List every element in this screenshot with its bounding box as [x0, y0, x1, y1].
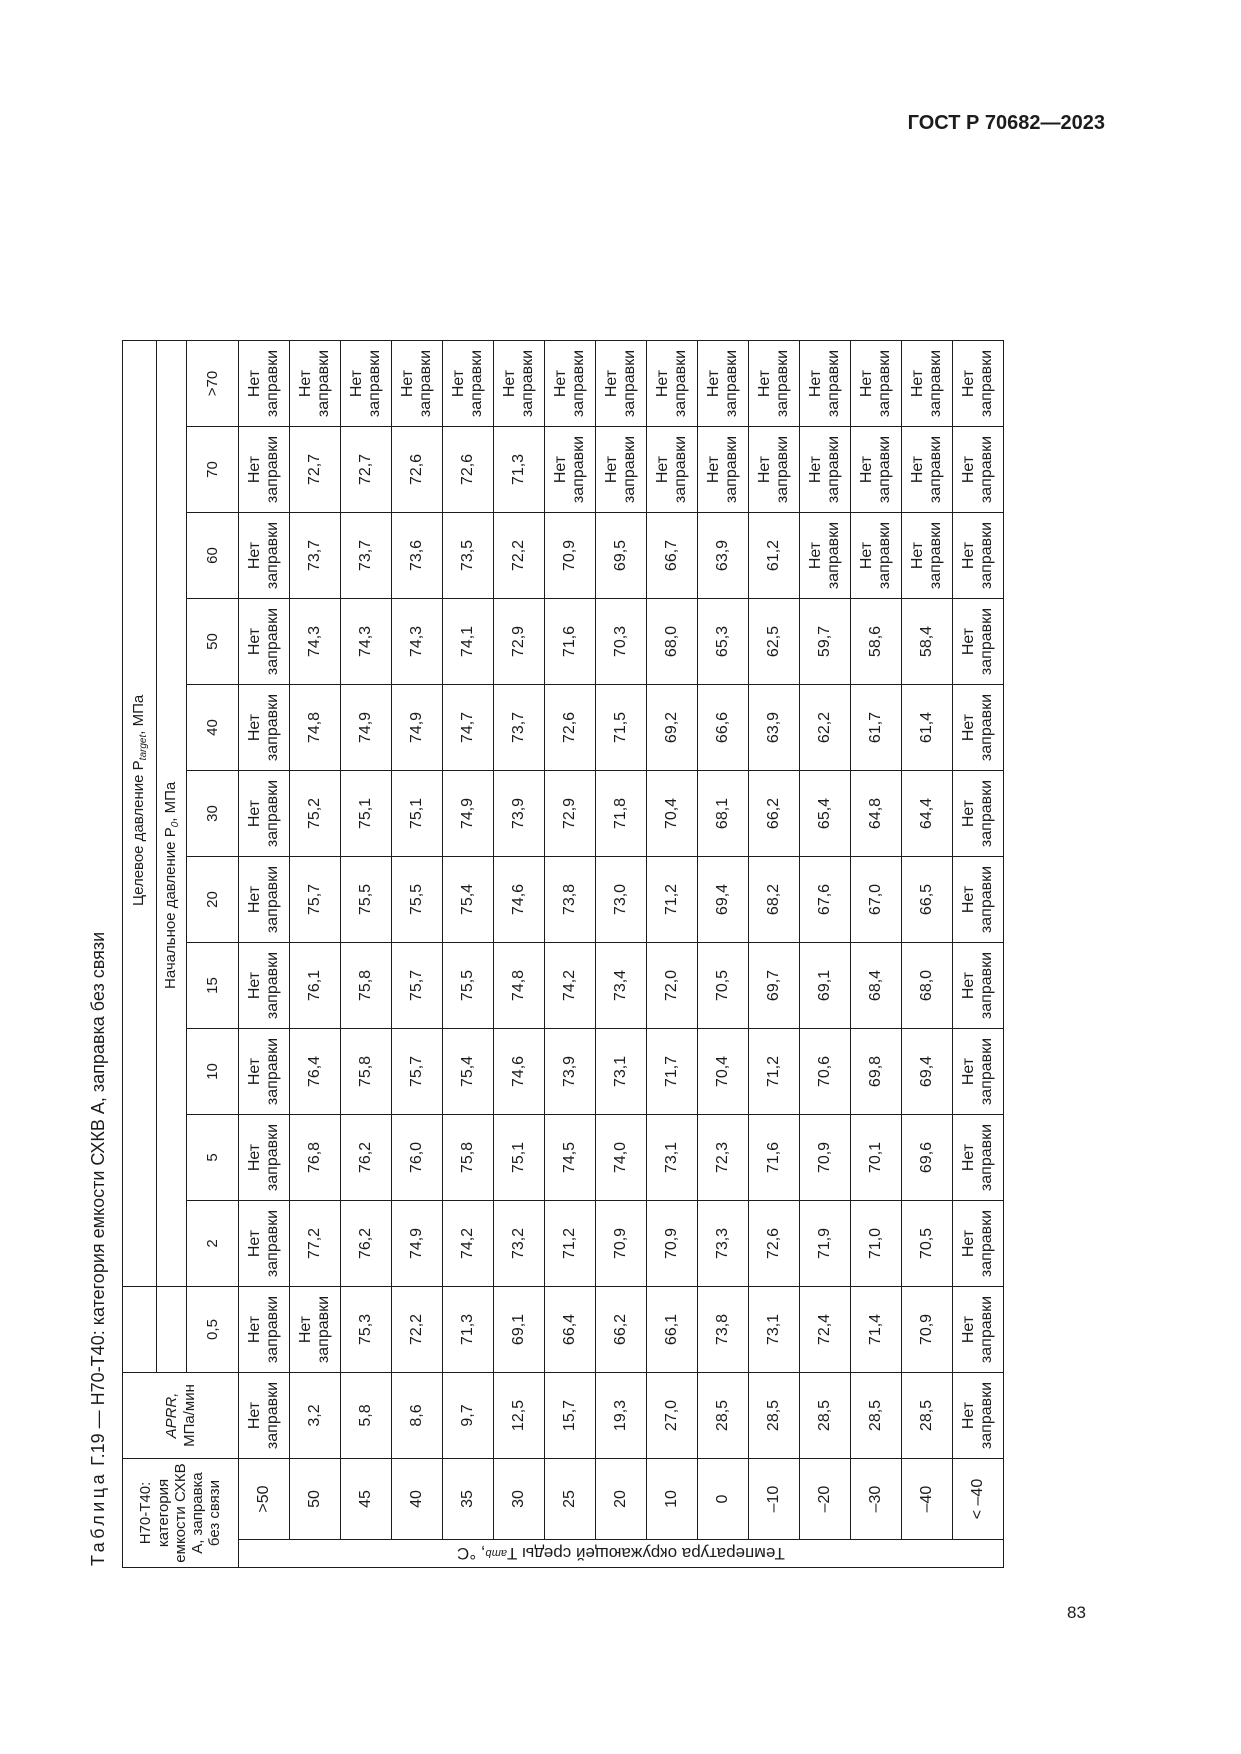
temperature-cell: –30 [851, 1459, 902, 1540]
pressure-value-cell: Нет заправки [800, 513, 851, 599]
pressure-value-cell: 74,3 [290, 599, 341, 685]
pressure-value-cell: 64,8 [851, 771, 902, 857]
pressure-value-cell: 73,7 [290, 513, 341, 599]
aprr-cell: 3,2 [290, 1373, 341, 1459]
aprr-cell: Нет заправки [239, 1373, 290, 1459]
pressure-value-cell: 75,5 [392, 857, 443, 943]
temperature-cell: –20 [800, 1459, 851, 1540]
pressure-value-cell: 73,2 [494, 1201, 545, 1287]
pressure-value-cell: 70,9 [647, 1201, 698, 1287]
pressure-value-cell: Нет заправки [239, 1029, 290, 1115]
pressure-column-header: 70 [187, 427, 239, 513]
pressure-value-cell: 74,3 [341, 599, 392, 685]
pressure-value-cell: 72,6 [749, 1201, 800, 1287]
pressure-value-cell: 76,2 [341, 1201, 392, 1287]
pressure-value-cell: 61,2 [749, 513, 800, 599]
pressure-value-cell: 69,4 [902, 1029, 953, 1115]
pressure-value-cell: 68,0 [902, 943, 953, 1029]
ambient-temperature-text: Температура окружающей среды T [507, 1544, 785, 1564]
aprr-cell: 9,7 [443, 1373, 494, 1459]
aprr-header [123, 1373, 239, 1459]
pressure-value-cell: Нет заправки [239, 1201, 290, 1287]
pressure-value-cell: 58,6 [851, 599, 902, 685]
pressure-value-cell: Нет заправки [953, 427, 1004, 513]
pressure-value-cell: 70,5 [698, 943, 749, 1029]
pressure-value-cell: 71,8 [596, 771, 647, 857]
pressure-value-cell: Нет заправки [239, 427, 290, 513]
ambient-temperature-unit: , °С [457, 1544, 486, 1564]
rotated-table-page [0, 105, 1147, 1594]
initial-pressure-text: Начальное давление P [161, 827, 179, 989]
pressure-value-cell: Нет заправки [239, 943, 290, 1029]
pressure-value-cell: Нет заправки [953, 1115, 1004, 1201]
aprr-cell: 12,5 [494, 1373, 545, 1459]
initial-pressure-header [157, 341, 187, 1287]
pressure-value-cell: Нет заправки [851, 427, 902, 513]
temperature-cell: 50 [290, 1459, 341, 1540]
pressure-value-cell: 76,0 [392, 1115, 443, 1201]
temperature-cell: 40 [392, 1459, 443, 1540]
pressure-value-cell: Нет заправки [953, 943, 1004, 1029]
pressure-value-cell: 75,3 [341, 1287, 392, 1373]
temperature-cell: 35 [443, 1459, 494, 1540]
document-code: ГОСТ Р 70682—2023 [907, 112, 1105, 134]
pressure-value-cell: 75,4 [443, 857, 494, 943]
pressure-value-cell: 75,5 [341, 857, 392, 943]
temperature-cell: –40 [902, 1459, 953, 1540]
pressure-value-cell: 68,1 [698, 771, 749, 857]
pressure-value-cell: 73,9 [545, 1029, 596, 1115]
pressure-value-cell: 76,2 [341, 1115, 392, 1201]
pressure-value-cell: 72,6 [392, 427, 443, 513]
pressure-value-cell: 71,3 [443, 1287, 494, 1373]
pressure-value-cell: Нет заправки [239, 771, 290, 857]
pressure-value-cell: Нет заправки [953, 599, 1004, 685]
pressure-value-cell: 69,6 [902, 1115, 953, 1201]
temperature-cell: –10 [749, 1459, 800, 1540]
pressure-value-cell: 74,2 [545, 943, 596, 1029]
pressure-value-cell: Нет заправки [290, 1287, 341, 1373]
pressure-value-cell: 69,1 [494, 1287, 545, 1373]
pressure-value-cell: 76,4 [290, 1029, 341, 1115]
pressure-value-cell: 72,7 [341, 427, 392, 513]
table-row [494, 341, 545, 1568]
pressure-value-cell: Нет заправки [596, 341, 647, 427]
pressure-value-cell: 76,1 [290, 943, 341, 1029]
table-row [596, 341, 647, 1568]
pressure-value-cell: 61,4 [902, 685, 953, 771]
table-row [392, 341, 443, 1568]
pressure-value-cell: 75,1 [392, 771, 443, 857]
pressure-value-cell: 74,2 [443, 1201, 494, 1287]
table-row [647, 341, 698, 1568]
table-row [443, 341, 494, 1568]
pressure-value-cell: Нет заправки [647, 427, 698, 513]
pressure-value-cell: Нет заправки [953, 771, 1004, 857]
pressure-value-cell: 73,8 [698, 1287, 749, 1373]
pressure-column-header: 60 [187, 513, 239, 599]
pressure-value-cell: Нет заправки [545, 427, 596, 513]
pressure-value-cell: Нет заправки [239, 1287, 290, 1373]
table-row [290, 341, 341, 1568]
temperature-cell: 10 [647, 1459, 698, 1540]
pressure-value-cell: 70,4 [647, 771, 698, 857]
pressure-value-cell: 69,1 [800, 943, 851, 1029]
pressure-value-cell: Нет заправки [953, 685, 1004, 771]
target-pressure-subscript: target [137, 734, 149, 761]
pressure-column-header: 5 [187, 1115, 239, 1201]
pressure-value-cell: Нет заправки [545, 341, 596, 427]
pressure-value-cell: 66,6 [698, 685, 749, 771]
temperature-cell: 0 [698, 1459, 749, 1540]
pressure-value-cell: 71,2 [545, 1201, 596, 1287]
pressure-value-cell: Нет заправки [239, 1115, 290, 1201]
pressure-value-cell: 66,2 [596, 1287, 647, 1373]
pressure-value-cell: Нет заправки [341, 341, 392, 427]
pressure-value-cell: Нет заправки [239, 513, 290, 599]
header-blank-cell [157, 1287, 187, 1373]
pressure-value-cell: 69,4 [698, 857, 749, 943]
pressure-value-cell: Нет заправки [902, 341, 953, 427]
pressure-value-cell: 74,9 [392, 685, 443, 771]
pressure-value-cell: 67,6 [800, 857, 851, 943]
aprr-cell: Нет заправки [953, 1373, 1004, 1459]
pressure-value-cell: 73,7 [494, 685, 545, 771]
aprr-cell: 27,0 [647, 1373, 698, 1459]
pressure-value-cell: 75,1 [341, 771, 392, 857]
pressure-value-cell: 72,3 [698, 1115, 749, 1201]
pressure-value-cell: 73,1 [749, 1287, 800, 1373]
pressure-value-cell: 75,8 [443, 1115, 494, 1201]
pressure-value-cell: 68,0 [647, 599, 698, 685]
target-pressure-header [123, 341, 157, 1287]
pressure-value-cell: Нет заправки [953, 1029, 1004, 1115]
pressure-value-cell: 67,0 [851, 857, 902, 943]
pressure-value-cell: Нет заправки [851, 341, 902, 427]
pressure-value-cell: Нет заправки [239, 857, 290, 943]
pressure-column-header: 0,5 [187, 1287, 239, 1373]
table-row [749, 341, 800, 1568]
pressure-value-cell: 74,9 [392, 1201, 443, 1287]
table-row [698, 341, 749, 1568]
pressure-value-cell: 70,5 [902, 1201, 953, 1287]
pressure-value-cell: 68,2 [749, 857, 800, 943]
pressure-value-cell: 72,7 [290, 427, 341, 513]
pressure-value-cell: 63,9 [749, 685, 800, 771]
pressure-value-cell: 74,9 [443, 771, 494, 857]
pressure-value-cell: Нет заправки [953, 1201, 1004, 1287]
pressure-value-cell: 75,7 [290, 857, 341, 943]
pressure-value-cell: 71,5 [596, 685, 647, 771]
pressure-value-cell: Нет заправки [800, 341, 851, 427]
pressure-value-cell: 73,1 [596, 1029, 647, 1115]
pressure-value-cell: Нет заправки [239, 685, 290, 771]
pressure-value-cell: 68,4 [851, 943, 902, 1029]
pressure-value-cell: 71,2 [647, 857, 698, 943]
pressure-value-cell: 75,4 [443, 1029, 494, 1115]
aprr-cell: 28,5 [902, 1373, 953, 1459]
temperature-cell: 25 [545, 1459, 596, 1540]
pressure-value-cell: 74,8 [290, 685, 341, 771]
pressure-column-header: 30 [187, 771, 239, 857]
pressure-value-cell: 69,8 [851, 1029, 902, 1115]
pressure-value-cell: 73,3 [698, 1201, 749, 1287]
pressure-value-cell: Нет заправки [698, 427, 749, 513]
aprr-symbol: APRR, [163, 1392, 181, 1439]
pressure-value-cell: 72,2 [392, 1287, 443, 1373]
pressure-value-cell: 66,2 [749, 771, 800, 857]
pressure-value-cell: 74,6 [494, 857, 545, 943]
table-row [953, 341, 1004, 1568]
pressure-value-cell: 75,8 [341, 1029, 392, 1115]
pressure-column-header: 40 [187, 685, 239, 771]
pressure-column-header: 10 [187, 1029, 239, 1115]
pressure-value-cell: 71,6 [545, 599, 596, 685]
temperature-cell: 30 [494, 1459, 545, 1540]
aprr-cell: 28,5 [749, 1373, 800, 1459]
aprr-cell: 19,3 [596, 1373, 647, 1459]
pressure-value-cell: 59,7 [800, 599, 851, 685]
pressure-value-cell: 72,9 [494, 599, 545, 685]
temperature-cell: 45 [341, 1459, 392, 1540]
pressure-value-cell: Нет заправки [953, 341, 1004, 427]
pressure-value-cell: Нет заправки [290, 341, 341, 427]
pressure-value-cell: 70,9 [596, 1201, 647, 1287]
pressure-value-cell: 74,7 [443, 685, 494, 771]
pressure-value-cell: Нет заправки [902, 427, 953, 513]
pressure-value-cell: 71,0 [851, 1201, 902, 1287]
pressure-value-cell: 73,6 [392, 513, 443, 599]
pressure-value-cell: 69,5 [596, 513, 647, 599]
table-row [341, 341, 392, 1568]
pressure-value-cell: 65,3 [698, 599, 749, 685]
pressure-value-cell: 73,9 [494, 771, 545, 857]
pressure-value-cell: 72,6 [443, 427, 494, 513]
pressure-value-cell: Нет заправки [851, 513, 902, 599]
pressure-value-cell: 73,8 [545, 857, 596, 943]
table-row [851, 341, 902, 1568]
aprr-cell: 28,5 [698, 1373, 749, 1459]
pressure-value-cell: 73,5 [443, 513, 494, 599]
temperature-cell: >50 [239, 1459, 290, 1540]
pressure-value-cell: 75,7 [392, 1029, 443, 1115]
pressure-value-cell: 75,2 [290, 771, 341, 857]
pressure-value-cell: 62,5 [749, 599, 800, 685]
pressure-value-cell: 58,4 [902, 599, 953, 685]
pressure-value-cell: Нет заправки [953, 857, 1004, 943]
pressure-value-cell: Нет заправки [647, 341, 698, 427]
table-caption [88, 932, 109, 1566]
pressure-value-cell: 73,7 [341, 513, 392, 599]
pressure-value-cell: 69,2 [647, 685, 698, 771]
pressure-value-cell: 74,9 [341, 685, 392, 771]
corner-header: H70-T40: категория емкости СХКВ А, заправка без связи [123, 1459, 239, 1568]
pressure-value-cell: 71,7 [647, 1029, 698, 1115]
ambient-temperature-subscript: amb [485, 1547, 508, 1560]
pressure-column-header: 20 [187, 857, 239, 943]
pressure-value-cell: Нет заправки [239, 599, 290, 685]
pressure-value-cell: 62,2 [800, 685, 851, 771]
pressure-value-cell: 66,5 [902, 857, 953, 943]
pressure-value-cell: Нет заправки [494, 341, 545, 427]
header-blank-cell [123, 1287, 157, 1373]
target-pressure-text: Целевое давление P [129, 760, 147, 906]
pressure-value-cell: 64,4 [902, 771, 953, 857]
pressure-value-cell: 72,6 [545, 685, 596, 771]
initial-pressure-subscript: 0 [169, 821, 181, 828]
pressure-value-cell: Нет заправки [239, 341, 290, 427]
pressure-value-cell: 66,4 [545, 1287, 596, 1373]
pressure-value-cell: 71,6 [749, 1115, 800, 1201]
pressure-value-cell: 72,0 [647, 943, 698, 1029]
pressure-value-cell: 65,4 [800, 771, 851, 857]
pressure-value-cell: 72,9 [545, 771, 596, 857]
target-pressure-unit: , МПа [129, 694, 147, 735]
pressure-value-cell: 61,7 [851, 685, 902, 771]
temperature-cell: 20 [596, 1459, 647, 1540]
pressure-value-cell: 74,1 [443, 599, 494, 685]
pressure-value-cell: 63,9 [698, 513, 749, 599]
pressure-value-cell: Нет заправки [392, 341, 443, 427]
pressure-column-header: 2 [187, 1201, 239, 1287]
pressure-value-cell: 74,5 [545, 1115, 596, 1201]
pressure-value-cell: Нет заправки [749, 341, 800, 427]
pressure-value-cell: 70,1 [851, 1115, 902, 1201]
pressure-column-header: 50 [187, 599, 239, 685]
pressure-value-cell: 70,3 [596, 599, 647, 685]
aprr-unit: МПа/мин [180, 1384, 198, 1447]
pressure-value-cell: 75,8 [341, 943, 392, 1029]
pressure-value-cell: Нет заправки [953, 1287, 1004, 1373]
table-caption-prefix: Таблица [88, 1470, 108, 1566]
pressure-value-cell: 72,4 [800, 1287, 851, 1373]
pressure-value-cell: 74,3 [392, 599, 443, 685]
table-row [800, 341, 851, 1568]
pressure-value-cell: 70,9 [902, 1287, 953, 1373]
pressure-value-cell: 75,1 [494, 1115, 545, 1201]
pressure-value-cell: 71,3 [494, 427, 545, 513]
pressure-value-cell: 77,2 [290, 1201, 341, 1287]
initial-pressure-unit: , МПа [161, 781, 179, 822]
pressure-value-cell: Нет заправки [443, 341, 494, 427]
pressure-column-header: >70 [187, 341, 239, 427]
pressure-column-header: 15 [187, 943, 239, 1029]
pressure-value-cell: 70,4 [698, 1029, 749, 1115]
pressure-value-cell: Нет заправки [953, 513, 1004, 599]
aprr-cell: 5,8 [341, 1373, 392, 1459]
pressure-value-cell: 69,7 [749, 943, 800, 1029]
pressure-value-cell: 71,4 [851, 1287, 902, 1373]
aprr-cell: 8,6 [392, 1373, 443, 1459]
pressure-value-cell: 66,7 [647, 513, 698, 599]
aprr-cell: 15,7 [545, 1373, 596, 1459]
pressure-value-cell: 66,1 [647, 1287, 698, 1373]
pressure-value-cell: 74,0 [596, 1115, 647, 1201]
pressure-value-cell: Нет заправки [749, 427, 800, 513]
pressure-value-cell: 70,9 [800, 1115, 851, 1201]
pressure-value-cell: 75,5 [443, 943, 494, 1029]
pressure-value-cell: Нет заправки [698, 341, 749, 427]
pressure-value-cell: 71,2 [749, 1029, 800, 1115]
pressure-value-cell: 73,1 [647, 1115, 698, 1201]
ambient-temperature-label [239, 1540, 1004, 1568]
pressure-value-cell: Нет заправки [596, 427, 647, 513]
pressure-value-cell: Нет заправки [902, 513, 953, 599]
pressure-value-cell: 73,4 [596, 943, 647, 1029]
pressure-value-cell: Нет заправки [800, 427, 851, 513]
pressure-value-cell: 70,9 [545, 513, 596, 599]
table-row [545, 341, 596, 1568]
table-row [902, 341, 953, 1568]
pressure-value-cell: 74,8 [494, 943, 545, 1029]
pressure-value-cell: 74,6 [494, 1029, 545, 1115]
pressure-value-cell: 72,2 [494, 513, 545, 599]
aprr-cell: 28,5 [851, 1373, 902, 1459]
aprr-cell: 28,5 [800, 1373, 851, 1459]
temperature-cell: < –40 [953, 1459, 1004, 1540]
pressure-value-cell: 71,9 [800, 1201, 851, 1287]
pressure-value-cell: 73,0 [596, 857, 647, 943]
pressure-value-cell: 76,8 [290, 1115, 341, 1201]
pressure-value-cell: 75,7 [392, 943, 443, 1029]
page-number: 83 [1067, 1603, 1086, 1622]
table-caption-text: Г.19 — H70-T40: категория емкости СХКВ А, заправка без связи [88, 931, 108, 1466]
table-row [239, 341, 290, 1568]
data-table [122, 340, 1004, 1568]
pressure-value-cell: 70,6 [800, 1029, 851, 1115]
